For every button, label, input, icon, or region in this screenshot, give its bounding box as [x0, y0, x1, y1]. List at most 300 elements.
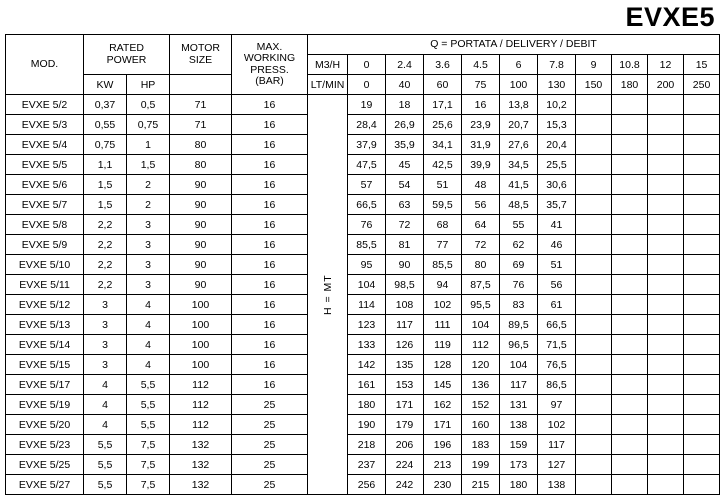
row-max-press: 16 — [232, 235, 308, 255]
row-head-value — [576, 455, 612, 475]
table-body — [6, 95, 720, 495]
header-kw: KW — [84, 75, 127, 95]
row-kw: 2,2 — [84, 215, 127, 235]
row-motor-size: 112 — [170, 415, 232, 435]
row-kw: 3 — [84, 335, 127, 355]
row-kw: 4 — [84, 415, 127, 435]
row-head-value: 13,8 — [500, 95, 538, 115]
row-head-value: 72 — [462, 235, 500, 255]
row-head-value — [612, 115, 648, 135]
row-max-press: 16 — [232, 155, 308, 175]
row-head-value — [576, 135, 612, 155]
row-hp: 7,5 — [127, 475, 170, 495]
row-head-value — [576, 255, 612, 275]
row-max-press: 25 — [232, 395, 308, 415]
table-row — [6, 335, 720, 355]
row-head-value: 66,5 — [348, 195, 386, 215]
row-head-value: 10,2 — [538, 95, 576, 115]
row-head-value: 256 — [348, 475, 386, 495]
row-head-value — [576, 95, 612, 115]
row-max-press: 16 — [232, 195, 308, 215]
row-head-value: 237 — [348, 455, 386, 475]
row-head-value: 51 — [538, 255, 576, 275]
row-head-value — [648, 395, 684, 415]
row-model: EVXE 5/3 — [6, 115, 84, 135]
flow-m3h-9: 15 — [684, 55, 720, 75]
row-head-value: 57 — [348, 175, 386, 195]
row-head-value: 41,5 — [500, 175, 538, 195]
header-rated-power: RATED POWER — [84, 35, 170, 75]
row-head-value — [576, 315, 612, 335]
table-row — [6, 235, 720, 255]
row-hp: 0,75 — [127, 115, 170, 135]
row-model: EVXE 5/25 — [6, 455, 84, 475]
header-mod: MOD. — [6, 35, 84, 95]
row-head-value — [684, 435, 720, 455]
row-hp: 3 — [127, 215, 170, 235]
row-model: EVXE 5/15 — [6, 355, 84, 375]
row-head-value: 135 — [386, 355, 424, 375]
row-motor-size: 112 — [170, 395, 232, 415]
row-motor-size: 90 — [170, 235, 232, 255]
table-row — [6, 155, 720, 175]
row-head-value: 47,5 — [348, 155, 386, 175]
row-head-value: 25,6 — [424, 115, 462, 135]
row-head-value: 85,5 — [348, 235, 386, 255]
row-head-value: 206 — [386, 435, 424, 455]
row-model: EVXE 5/4 — [6, 135, 84, 155]
row-head-value: 37,9 — [348, 135, 386, 155]
row-head-value — [648, 335, 684, 355]
table-row — [6, 455, 720, 475]
row-head-value — [648, 235, 684, 255]
row-head-value — [684, 155, 720, 175]
table-row — [6, 115, 720, 135]
row-head-value: 131 — [500, 395, 538, 415]
flow-ltmin-1: 40 — [386, 75, 424, 95]
row-head-value: 72 — [386, 215, 424, 235]
row-head-value: 48,5 — [500, 195, 538, 215]
table-row — [6, 355, 720, 375]
row-hp: 3 — [127, 275, 170, 295]
row-head-value — [648, 95, 684, 115]
header-ltmin: LT/MIN — [308, 75, 348, 95]
row-head-value: 120 — [462, 355, 500, 375]
pump-specification-table — [5, 34, 720, 495]
row-head-value — [684, 455, 720, 475]
row-head-value — [648, 195, 684, 215]
row-kw: 2,2 — [84, 235, 127, 255]
row-head-value: 179 — [386, 415, 424, 435]
row-head-value: 104 — [500, 355, 538, 375]
row-head-value — [612, 195, 648, 215]
row-head-value — [576, 195, 612, 215]
row-head-value: 96,5 — [500, 335, 538, 355]
flow-m3h-8: 12 — [648, 55, 684, 75]
row-head-value: 183 — [462, 435, 500, 455]
row-motor-size: 132 — [170, 455, 232, 475]
row-model: EVXE 5/23 — [6, 435, 84, 455]
row-hp: 2 — [127, 175, 170, 195]
row-kw: 1,5 — [84, 195, 127, 215]
row-head-value — [648, 155, 684, 175]
row-head-value: 133 — [348, 335, 386, 355]
row-head-value: 102 — [424, 295, 462, 315]
table-row — [6, 295, 720, 315]
row-hp: 4 — [127, 295, 170, 315]
row-head-value — [612, 215, 648, 235]
row-head-value — [684, 235, 720, 255]
row-head-value: 30,6 — [538, 175, 576, 195]
row-head-value: 218 — [348, 435, 386, 455]
row-head-value — [612, 155, 648, 175]
row-head-value: 68 — [424, 215, 462, 235]
row-model: EVXE 5/8 — [6, 215, 84, 235]
row-head-value: 196 — [424, 435, 462, 455]
row-max-press: 16 — [232, 295, 308, 315]
row-head-value — [648, 255, 684, 275]
row-motor-size: 71 — [170, 95, 232, 115]
row-head-value: 56 — [538, 275, 576, 295]
row-motor-size: 100 — [170, 335, 232, 355]
flow-m3h-3: 4.5 — [462, 55, 500, 75]
row-model: EVXE 5/5 — [6, 155, 84, 175]
row-head-value: 180 — [348, 395, 386, 415]
row-kw: 3 — [84, 295, 127, 315]
row-head-value: 23,9 — [462, 115, 500, 135]
row-max-press: 16 — [232, 115, 308, 135]
row-kw: 5,5 — [84, 435, 127, 455]
row-head-value — [576, 155, 612, 175]
row-head-value: 215 — [462, 475, 500, 495]
row-head-value: 152 — [462, 395, 500, 415]
row-head-value: 20,4 — [538, 135, 576, 155]
row-head-value: 161 — [348, 375, 386, 395]
flow-ltmin-8: 200 — [648, 75, 684, 95]
row-max-press: 16 — [232, 375, 308, 395]
row-head-value: 159 — [500, 435, 538, 455]
row-head-value: 199 — [462, 455, 500, 475]
page-title: EVXE5 — [625, 1, 715, 32]
table-row — [6, 315, 720, 335]
row-motor-size: 90 — [170, 275, 232, 295]
row-model: EVXE 5/12 — [6, 295, 84, 315]
row-head-value — [684, 475, 720, 495]
row-head-value: 80 — [462, 255, 500, 275]
table-row — [6, 175, 720, 195]
row-model: EVXE 5/17 — [6, 375, 84, 395]
row-model: EVXE 5/10 — [6, 255, 84, 275]
row-hp: 5,5 — [127, 395, 170, 415]
row-head-value — [612, 355, 648, 375]
row-head-value: 160 — [462, 415, 500, 435]
row-head-value: 16 — [462, 95, 500, 115]
row-head-value: 128 — [424, 355, 462, 375]
row-hp: 3 — [127, 235, 170, 255]
row-head-value: 190 — [348, 415, 386, 435]
row-hp: 2 — [127, 195, 170, 215]
header-hp: HP — [127, 75, 170, 95]
row-head-value — [684, 335, 720, 355]
row-kw: 1,5 — [84, 175, 127, 195]
table-head — [6, 35, 720, 95]
table-row — [6, 475, 720, 495]
row-head-value: 117 — [538, 435, 576, 455]
row-head-value — [612, 315, 648, 335]
row-head-value — [648, 375, 684, 395]
row-head-value: 162 — [424, 395, 462, 415]
row-max-press: 16 — [232, 215, 308, 235]
row-model: EVXE 5/14 — [6, 335, 84, 355]
row-kw: 1,1 — [84, 155, 127, 175]
row-head-value: 138 — [500, 415, 538, 435]
row-head-value: 97 — [538, 395, 576, 415]
row-head-value — [684, 135, 720, 155]
row-kw: 3 — [84, 355, 127, 375]
row-head-value — [684, 215, 720, 235]
row-head-value — [648, 135, 684, 155]
row-model: EVXE 5/13 — [6, 315, 84, 335]
row-head-value — [684, 115, 720, 135]
table-row — [6, 255, 720, 275]
row-head-value: 108 — [386, 295, 424, 315]
row-kw: 5,5 — [84, 475, 127, 495]
row-hp: 7,5 — [127, 435, 170, 455]
row-motor-size: 90 — [170, 255, 232, 275]
row-head-value: 39,9 — [462, 155, 500, 175]
table-row — [6, 135, 720, 155]
header-max-working-press: MAX. WORKING PRESS. (BAR) — [232, 35, 308, 95]
row-kw: 2,2 — [84, 255, 127, 275]
row-motor-size: 132 — [170, 435, 232, 455]
row-motor-size: 132 — [170, 475, 232, 495]
row-head-value — [576, 355, 612, 375]
row-motor-size: 90 — [170, 195, 232, 215]
row-head-value: 102 — [538, 415, 576, 435]
row-head-value — [612, 135, 648, 155]
row-kw: 0,37 — [84, 95, 127, 115]
row-head-value — [684, 315, 720, 335]
row-head-value — [648, 435, 684, 455]
row-motor-size: 100 — [170, 315, 232, 335]
row-head-value — [612, 475, 648, 495]
flow-ltmin-9: 250 — [684, 75, 720, 95]
row-head-value: 62 — [500, 235, 538, 255]
table-row — [6, 375, 720, 395]
row-head-value — [576, 215, 612, 235]
row-head-value: 111 — [424, 315, 462, 335]
row-max-press: 16 — [232, 135, 308, 155]
row-head-value — [648, 475, 684, 495]
row-kw: 4 — [84, 375, 127, 395]
row-head-value — [648, 175, 684, 195]
row-model: EVXE 5/7 — [6, 195, 84, 215]
row-head-value: 48 — [462, 175, 500, 195]
row-hp: 4 — [127, 315, 170, 335]
header-m3h: M3/H — [308, 55, 348, 75]
row-head-value: 77 — [424, 235, 462, 255]
row-head-value: 104 — [348, 275, 386, 295]
row-head-value: 51 — [424, 175, 462, 195]
row-head-value: 54 — [386, 175, 424, 195]
header-row-3 — [6, 75, 720, 95]
table-row — [6, 415, 720, 435]
header-flow-group: Q = PORTATA / DELIVERY / DEBIT — [308, 35, 720, 55]
row-head-value: 56 — [462, 195, 500, 215]
row-motor-size: 71 — [170, 115, 232, 135]
row-head-value: 123 — [348, 315, 386, 335]
row-hp: 1,5 — [127, 155, 170, 175]
row-head-value: 17,1 — [424, 95, 462, 115]
row-max-press: 25 — [232, 435, 308, 455]
row-head-value — [648, 215, 684, 235]
row-max-press: 25 — [232, 455, 308, 475]
row-kw: 0,75 — [84, 135, 127, 155]
row-head-value — [648, 355, 684, 375]
row-head-value — [576, 275, 612, 295]
row-kw: 2,2 — [84, 275, 127, 295]
table-row — [6, 215, 720, 235]
row-head-value: 15,3 — [538, 115, 576, 135]
row-model: EVXE 5/9 — [6, 235, 84, 255]
row-head-value — [612, 275, 648, 295]
row-head-value — [612, 435, 648, 455]
row-head-value: 87,5 — [462, 275, 500, 295]
row-head-value: 35,9 — [386, 135, 424, 155]
flow-m3h-6: 9 — [576, 55, 612, 75]
row-head-value: 142 — [348, 355, 386, 375]
row-model: EVXE 5/6 — [6, 175, 84, 195]
row-head-value — [648, 315, 684, 335]
header-row-1 — [6, 35, 720, 55]
row-head-value: 94 — [424, 275, 462, 295]
row-motor-size: 90 — [170, 175, 232, 195]
row-hp: 3 — [127, 255, 170, 275]
head-unit-label: H = MT — [308, 95, 348, 495]
row-head-value: 45 — [386, 155, 424, 175]
row-head-value — [612, 235, 648, 255]
row-max-press: 16 — [232, 95, 308, 115]
row-head-value: 95,5 — [462, 295, 500, 315]
row-head-value — [684, 295, 720, 315]
row-max-press: 16 — [232, 175, 308, 195]
row-model: EVXE 5/11 — [6, 275, 84, 295]
row-head-value — [612, 455, 648, 475]
row-head-value: 42,5 — [424, 155, 462, 175]
row-model: EVXE 5/2 — [6, 95, 84, 115]
row-head-value: 127 — [538, 455, 576, 475]
row-head-value: 242 — [386, 475, 424, 495]
row-head-value: 112 — [462, 335, 500, 355]
row-head-value — [576, 475, 612, 495]
row-head-value — [612, 375, 648, 395]
row-head-value: 55 — [500, 215, 538, 235]
row-head-value: 19 — [348, 95, 386, 115]
row-head-value — [612, 395, 648, 415]
row-head-value: 126 — [386, 335, 424, 355]
row-max-press: 16 — [232, 255, 308, 275]
row-max-press: 16 — [232, 275, 308, 295]
flow-m3h-7: 10.8 — [612, 55, 648, 75]
row-model: EVXE 5/19 — [6, 395, 84, 415]
row-head-value: 71,5 — [538, 335, 576, 355]
row-head-value: 81 — [386, 235, 424, 255]
row-head-value: 86,5 — [538, 375, 576, 395]
flow-ltmin-2: 60 — [424, 75, 462, 95]
row-head-value: 61 — [538, 295, 576, 315]
row-kw: 0,55 — [84, 115, 127, 135]
row-head-value: 35,7 — [538, 195, 576, 215]
row-head-value — [576, 115, 612, 135]
row-hp: 1 — [127, 135, 170, 155]
row-head-value: 18 — [386, 95, 424, 115]
row-hp: 5,5 — [127, 375, 170, 395]
flow-m3h-2: 3.6 — [424, 55, 462, 75]
row-head-value: 46 — [538, 235, 576, 255]
row-head-value — [684, 375, 720, 395]
row-model: EVXE 5/27 — [6, 475, 84, 495]
row-head-value: 85,5 — [424, 255, 462, 275]
table-row — [6, 95, 720, 115]
row-hp: 7,5 — [127, 455, 170, 475]
table-row — [6, 395, 720, 415]
flow-ltmin-5: 130 — [538, 75, 576, 95]
row-head-value — [612, 415, 648, 435]
row-kw: 3 — [84, 315, 127, 335]
row-head-value: 98,5 — [386, 275, 424, 295]
row-head-value — [648, 275, 684, 295]
row-head-value — [576, 295, 612, 315]
row-head-value — [576, 395, 612, 415]
row-head-value: 20,7 — [500, 115, 538, 135]
row-head-value: 224 — [386, 455, 424, 475]
row-head-value: 171 — [386, 395, 424, 415]
row-head-value — [684, 95, 720, 115]
flow-ltmin-4: 100 — [500, 75, 538, 95]
flow-m3h-5: 7.8 — [538, 55, 576, 75]
row-motor-size: 100 — [170, 295, 232, 315]
row-max-press: 16 — [232, 315, 308, 335]
row-motor-size: 112 — [170, 375, 232, 395]
row-head-value — [684, 415, 720, 435]
flow-ltmin-7: 180 — [612, 75, 648, 95]
row-head-value: 138 — [538, 475, 576, 495]
row-head-value — [648, 115, 684, 135]
row-hp: 0,5 — [127, 95, 170, 115]
row-head-value — [576, 235, 612, 255]
row-hp: 4 — [127, 335, 170, 355]
title-bar — [0, 0, 723, 34]
row-max-press: 25 — [232, 415, 308, 435]
row-head-value: 63 — [386, 195, 424, 215]
row-head-value — [612, 335, 648, 355]
row-head-value — [576, 375, 612, 395]
row-motor-size: 80 — [170, 155, 232, 175]
row-head-value: 76 — [348, 215, 386, 235]
row-head-value — [612, 95, 648, 115]
row-head-value: 145 — [424, 375, 462, 395]
row-head-value — [576, 415, 612, 435]
row-motor-size: 100 — [170, 355, 232, 375]
row-head-value: 26,9 — [386, 115, 424, 135]
row-head-value: 95 — [348, 255, 386, 275]
row-head-value: 83 — [500, 295, 538, 315]
row-head-value — [684, 175, 720, 195]
row-hp: 5,5 — [127, 415, 170, 435]
row-head-value: 41 — [538, 215, 576, 235]
row-head-value: 180 — [500, 475, 538, 495]
row-head-value: 31,9 — [462, 135, 500, 155]
